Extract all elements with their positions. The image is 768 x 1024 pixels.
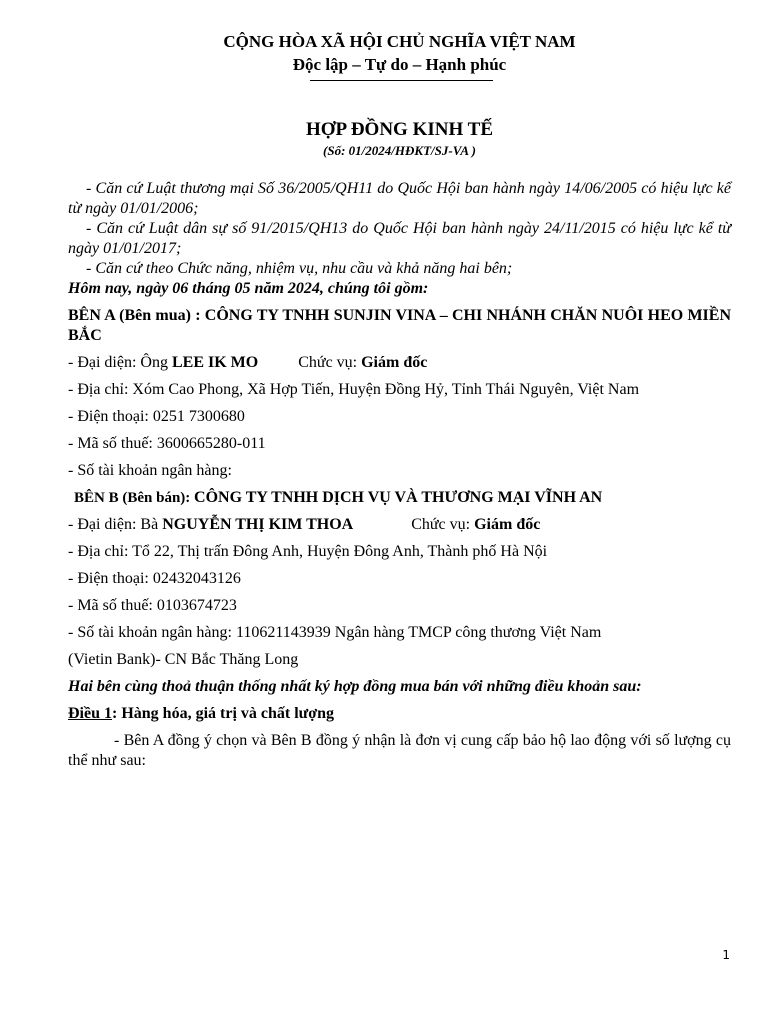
party-a-tax-code: - Mã số thuế: 3600665280-011 (68, 435, 266, 452)
position-value: Giám đốc (474, 516, 541, 533)
party-a-heading: BÊN A (Bên mua) : CÔNG TY TNHH SUNJIN VINA – CHI NHÁNH CHĂN NUÔI HEO MIỀN BẮC (68, 307, 731, 344)
party-b-company: CÔNG TY TNHH DỊCH VỤ VÀ THƯƠNG MẠI VĨNH AN (194, 489, 603, 506)
rep-name: LEE IK MO (171, 354, 259, 371)
position-value: Giám đốc (361, 354, 428, 371)
rep-label: - Đại diện: Ông (68, 354, 172, 371)
basis-item: - Căn cứ Luật thương mại Số 36/2005/QH11 do Quốc Hội ban hành ngày 14/06/2005 có hiệu lực kể từ ngày 01/01/2006; (68, 180, 731, 217)
contract-title: HỢP ĐỒNG KINH TẾ (305, 119, 494, 140)
party-b-phone: - Điện thoại: 02432043126 (68, 570, 241, 587)
page-number: 1 (722, 948, 730, 962)
party-b-tax-code: - Mã số thuế: 0103674723 (68, 597, 237, 614)
position-label: Chức vụ: (298, 354, 362, 371)
basis-item: - Căn cứ Luật dân sự số 91/2015/QH13 do Quốc Hội ban hành ngày 24/11/2015 có hiệu lực kể từ ngày 01/01/2017; (68, 220, 731, 257)
legal-basis (68, 179, 731, 279)
article-1-label: Điều 1 (68, 705, 112, 722)
article-1-text: - Bên A đồng ý chọn và Bên B đồng ý nhận là đơn vị cung cấp bảo hộ lao động với số lượng cụ thể như sau: (68, 732, 731, 769)
party-a-bank-account: - Số tài khoản ngân hàng: (68, 462, 232, 479)
national-title: CỘNG HÒA XÃ HỘI CHỦ NGHĨA VIỆT NAM (223, 32, 576, 51)
contract-date-line: Hôm nay, ngày 06 tháng 05 năm 2024, chúng tôi gồm: (68, 280, 429, 297)
party-b-heading (68, 488, 731, 508)
party-b-bank-account: - Số tài khoản ngân hàng: 110621143939 Ngân hàng TMCP công thương Việt Nam (68, 624, 602, 641)
contract-page (68, 30, 731, 771)
party-a-phone: - Điện thoại: 0251 7300680 (68, 408, 245, 425)
agreement-statement: Hai bên cùng thoả thuận thống nhất ký hợp đồng mua bán với những điều khoản sau: (68, 678, 642, 695)
article-1-heading (68, 704, 731, 724)
party-b-label: BÊN B (Bên bán): (74, 490, 195, 506)
party-a-representative (68, 353, 731, 373)
article-1-title: : Hàng hóa, giá trị và chất lượng (112, 705, 335, 722)
rep-name: NGUYỄN THỊ KIM THOA (162, 516, 354, 533)
position-label: Chức vụ: (411, 516, 475, 533)
party-b-representative (68, 515, 731, 535)
party-b-address: - Địa chỉ: Tổ 22, Thị trấn Đông Anh, Huyện Đông Anh, Thành phố Hà Nội (68, 543, 548, 560)
national-motto: Độc lập – Tự do – Hạnh phúc (292, 55, 507, 74)
party-a-address: - Địa chỉ: Xóm Cao Phong, Xã Hợp Tiến, Huyện Đồng Hỷ, Tỉnh Thái Nguyên, Việt Nam (68, 381, 640, 398)
basis-item: - Căn cứ theo Chức năng, nhiệm vụ, nhu cầu và khả năng hai bên; (86, 260, 513, 277)
motto-underline (310, 80, 493, 81)
rep-label: - Đại diện: Bà (68, 516, 163, 533)
contract-number: (Số: 01/2024/HĐKT/SJ-VA ) (323, 143, 476, 158)
party-b-bank-branch: (Vietin Bank)- CN Bắc Thăng Long (68, 651, 299, 668)
